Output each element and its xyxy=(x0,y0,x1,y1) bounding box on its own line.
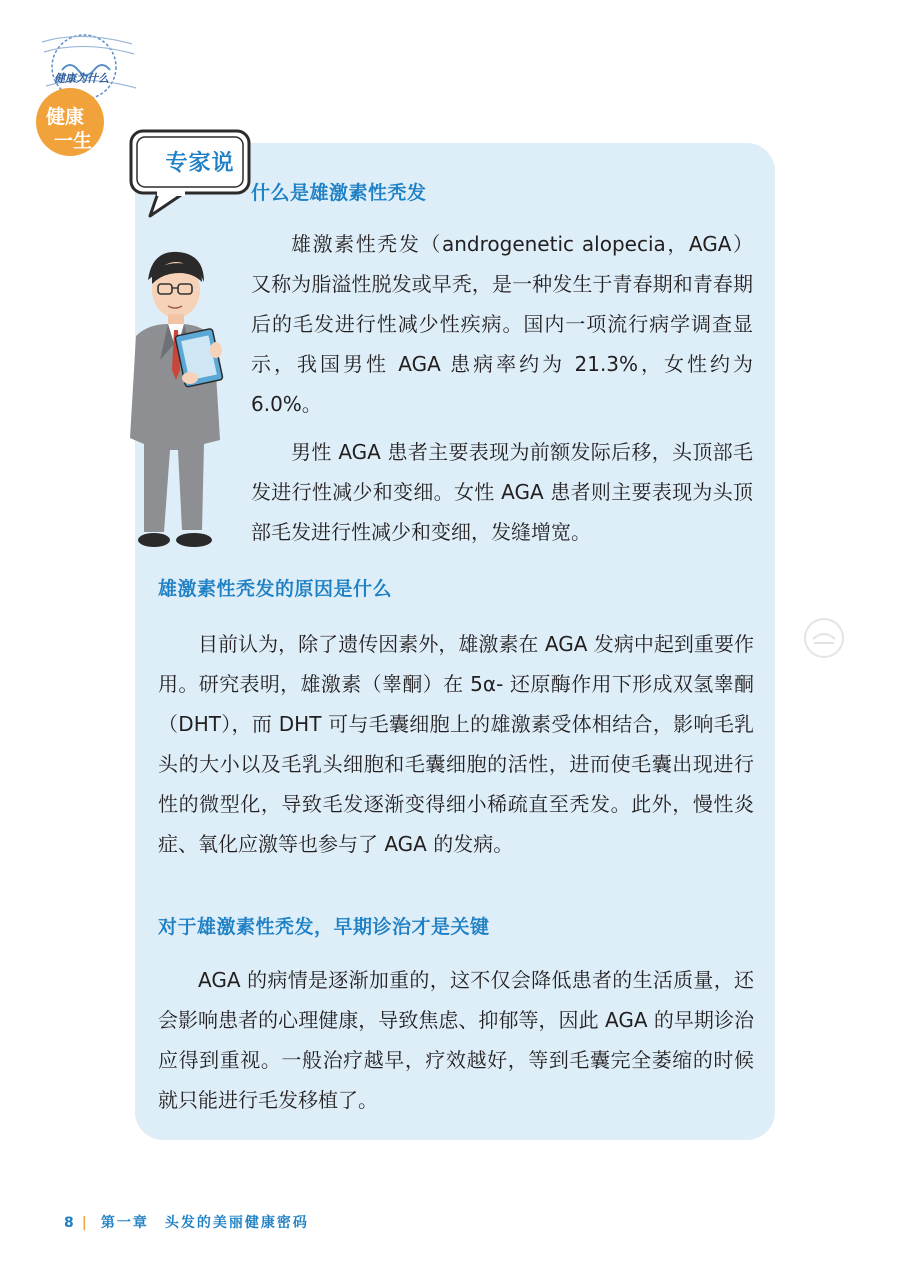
chapter-title: 第一章 头发的美丽健康密码 xyxy=(100,1215,309,1231)
section-heading: 雄激素性秃发的原因是什么 xyxy=(158,578,393,600)
paragraph: 目前认为，除了遗传因素外，雄激素在 AGA 发病中起到重要作用。研究表明，雄激素（睾酮）在 5α- 还原酶作用下形成双氢睾酮（DHT），而 DHT 可与毛囊细胞上的雄激素受体相结合，影响毛乳头的大小以及毛乳头细胞和毛囊细胞的活性，进而使毛囊出现进行性的微型化，导致毛发逐渐变得细小稀疏直至秃发。此外，慢性炎症、氧化应激等也参与了 AGA 的发病。 xyxy=(158,632,754,856)
doctor-illustration xyxy=(118,240,228,560)
series-brand: 健康为什么 xyxy=(54,72,109,85)
series-sub-title: 一生 xyxy=(54,130,93,152)
paragraph: 雄激素性秃发（androgenetic alopecia，AGA）又称为脂溢性脱发或早秃，是一种发生于青春期和青春期后的毛发进行性减少性疾病。国内一项流行病学调查显示，我国男性 AGA 患病率约为 21.3%，女性约为 6.0%。 xyxy=(251,232,753,416)
section-heading: 对于雄激素性秃发，早期诊治才是关键 xyxy=(158,916,490,938)
bubble-label: 专家说 xyxy=(165,151,235,176)
section-heading: 什么是雄激素性秃发 xyxy=(251,182,427,204)
side-stamp-icon xyxy=(803,617,845,659)
page-footer xyxy=(64,1212,309,1232)
paragraph: 男性 AGA 患者主要表现为前额发际后移，头顶部毛发进行性减少和变细。女性 AGA 患者则主要表现为头顶部毛发进行性减少和变细，发缝增宽。 xyxy=(251,440,753,544)
page-number: 8 xyxy=(64,1215,76,1231)
series-main-title: 健康 xyxy=(46,106,85,128)
footer-divider: | xyxy=(81,1215,89,1231)
postmark-stamp-icon xyxy=(42,35,136,99)
paragraph: AGA 的病情是逐渐加重的，这不仅会降低患者的生活质量，还会影响患者的心理健康，导致焦虑、抑郁等，因此 AGA 的早期诊治应得到重视。一般治疗越早，疗效越好，等到毛囊完全萎缩的时候就只能进行毛发移植了。 xyxy=(158,968,754,1112)
